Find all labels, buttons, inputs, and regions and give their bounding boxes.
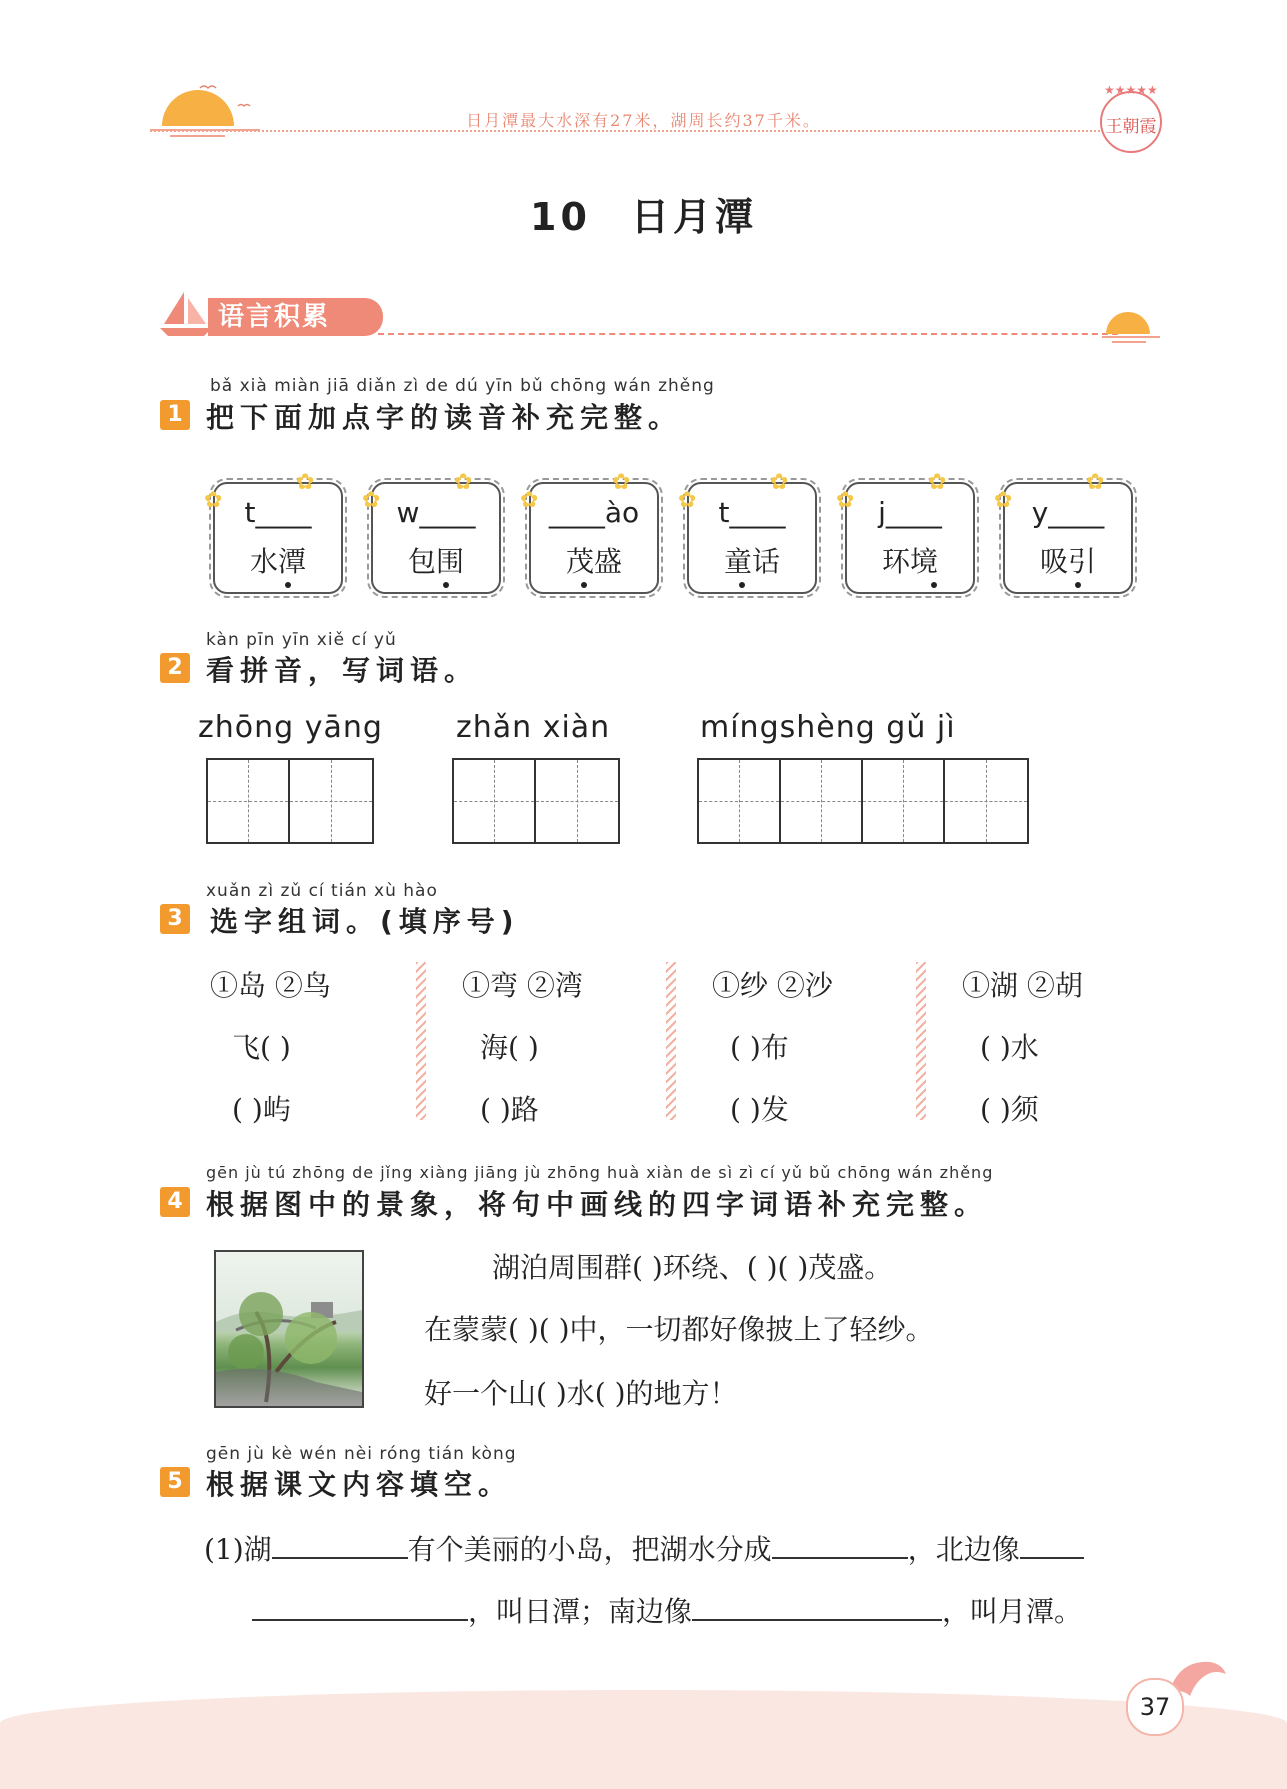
emphasis-dot: [931, 582, 937, 588]
emphasis-dot: [581, 582, 587, 588]
author-stamp: [1096, 78, 1166, 160]
q5-pinyin: gēn jù kè wén nèi róng tián kòng: [206, 1444, 517, 1464]
answer-blank[interactable]: [272, 1529, 408, 1559]
q4-sentence-3[interactable]: 好一个山( )水( )的地方！: [424, 1377, 738, 1410]
q2-pinyin: kàn pīn yīn xiě cí yǔ: [206, 630, 397, 650]
answer-blank[interactable]: [1020, 1529, 1084, 1559]
option-pair: ①纱 ②沙: [712, 969, 833, 1002]
q1-number: 1: [160, 400, 190, 430]
page-title: [0, 186, 1287, 241]
star-icon: ✿: [362, 488, 381, 513]
card-word: 水潭: [249, 545, 306, 578]
q1-pinyin: bǎ xià miàn jiā diǎn zì de dú yīn bǔ chōng wán zhěng: [210, 376, 715, 396]
card-word: 童话: [723, 545, 780, 578]
q2-number: 2: [160, 653, 190, 683]
section-label: 语言积累: [208, 298, 383, 336]
writing-grid[interactable]: [697, 758, 1029, 844]
grid-cell[interactable]: [781, 760, 863, 842]
q5-text-part: ，叫日潭；南边像: [468, 1595, 693, 1628]
answer-blank[interactable]: [692, 1591, 942, 1621]
pinyin-blank[interactable]: ____ào: [548, 496, 640, 529]
pinyin-blank[interactable]: j____: [878, 496, 942, 529]
word-pinyin: zhǎn xiàn: [456, 710, 611, 745]
fill-item[interactable]: 海( ): [480, 1031, 539, 1064]
q3-pinyin: xuǎn zì zǔ cí tián xù hào: [206, 881, 438, 901]
lesson-title: 日月潭: [630, 195, 757, 239]
fill-item[interactable]: ( )水: [980, 1031, 1039, 1064]
stamp-text: 王朝霞: [1105, 117, 1157, 137]
pinyin-blank[interactable]: t____: [718, 496, 786, 529]
grid-cell[interactable]: [454, 760, 536, 842]
pinyin-card: [1003, 482, 1133, 594]
grid-cell[interactable]: [945, 760, 1027, 842]
star-icon: ✿: [204, 488, 223, 513]
star-icon: ✿: [770, 470, 789, 495]
section-divider: [378, 333, 1118, 335]
emphasis-dot: [443, 582, 449, 588]
column-divider: [916, 962, 926, 1120]
q5-text: 根据课文内容填空。: [206, 1468, 513, 1501]
q5-line-1: [204, 1528, 1084, 1568]
grid-cell[interactable]: [863, 760, 945, 842]
star-icon: ✿: [836, 488, 855, 513]
fill-item[interactable]: 飞( ): [232, 1031, 291, 1064]
header-fact: 日月潭最大水深有27米，湖周长约37千米。: [466, 111, 821, 130]
option-pair: ①弯 ②湾: [462, 969, 583, 1002]
pinyin-blank[interactable]: y____: [1031, 496, 1105, 529]
word-pinyin: míngshèng gǔ jì: [700, 710, 956, 745]
q5-text-part: (1)湖: [204, 1533, 272, 1566]
star-icon: ✿: [612, 470, 631, 495]
q5-number: 5: [160, 1467, 190, 1497]
q3-text: 选字组词。(填序号): [210, 905, 520, 938]
footer-wave: [0, 1690, 1287, 1789]
grid-cell[interactable]: [290, 760, 372, 842]
star-icon: ✿: [1086, 470, 1105, 495]
svg-text:★★★★★: ★★★★★: [1104, 83, 1158, 97]
writing-grid[interactable]: [206, 758, 374, 844]
star-icon: ✿: [454, 470, 473, 495]
q5-text-part: ，叫月潭。: [942, 1595, 1083, 1628]
q5-text-part: ，北边像: [907, 1533, 1020, 1566]
card-word: 环境: [881, 545, 938, 578]
star-icon: ✿: [296, 470, 315, 495]
star-icon: ✿: [928, 470, 947, 495]
star-icon: ✿: [994, 488, 1013, 513]
pinyin-blank[interactable]: w____: [396, 496, 476, 529]
q2-text: 看拼音，写词语。: [206, 654, 479, 687]
q4-pinyin: gēn jù tú zhōng de jǐng xiàng jiāng jù zhōng huà xiàn de sì zì cí yǔ bǔ chōng wán zhěng: [206, 1163, 994, 1182]
fill-item[interactable]: ( )路: [480, 1093, 539, 1126]
pinyin-blank[interactable]: t____: [244, 496, 312, 529]
pinyin-card: [687, 482, 817, 594]
card-word: 吸引: [1039, 545, 1096, 578]
emphasis-dot: [739, 582, 745, 588]
option-pair: ①岛 ②鸟: [210, 969, 331, 1002]
q4-number: 4: [160, 1187, 190, 1217]
q3-number: 3: [160, 904, 190, 934]
page-number: 37: [1126, 1678, 1184, 1736]
answer-blank[interactable]: [772, 1529, 908, 1559]
grid-cell[interactable]: [208, 760, 290, 842]
pinyin-card: [529, 482, 659, 594]
q5-line-2: [252, 1590, 1082, 1630]
option-pair: ①湖 ②胡: [962, 969, 1083, 1002]
card-word: 包围: [407, 545, 464, 578]
pinyin-card: [845, 482, 975, 594]
card-word: 茂盛: [565, 545, 622, 578]
column-divider: [666, 962, 676, 1120]
pinyin-card: [371, 482, 501, 594]
answer-blank[interactable]: [252, 1591, 468, 1621]
q4-sentence-1[interactable]: 湖泊周围群( )环绕、( )( )茂盛。: [492, 1251, 893, 1284]
fill-item[interactable]: ( )须: [980, 1093, 1039, 1126]
q4-text: 根据图中的景象，将句中画线的四字词语补充完整。: [206, 1188, 989, 1221]
writing-grid[interactable]: [452, 758, 620, 844]
star-icon: ✿: [678, 488, 697, 513]
grid-cell[interactable]: [536, 760, 618, 842]
word-pinyin: zhōng yāng: [198, 710, 383, 745]
q1-text: 把下面加点字的读音补充完整。: [206, 401, 683, 434]
emphasis-dot: [285, 582, 291, 588]
grid-cell[interactable]: [699, 760, 781, 842]
star-icon: ✿: [520, 488, 539, 513]
emphasis-dot: [1075, 582, 1081, 588]
lesson-number: 10: [530, 195, 591, 239]
fill-item[interactable]: ( )布: [730, 1031, 789, 1064]
column-divider: [416, 962, 426, 1120]
fill-item[interactable]: ( )屿: [232, 1093, 291, 1126]
pinyin-card: [213, 482, 343, 594]
sailboat-icon: [158, 288, 214, 338]
sun-small-icon: [1102, 306, 1162, 346]
fill-item[interactable]: ( )发: [730, 1093, 789, 1126]
lake-landscape-image: [214, 1250, 364, 1408]
q5-text-part: 有个美丽的小岛，把湖水分成: [407, 1533, 772, 1566]
q4-sentence-2[interactable]: 在蒙蒙( )( )中，一切都好像披上了轻纱。: [424, 1313, 934, 1346]
